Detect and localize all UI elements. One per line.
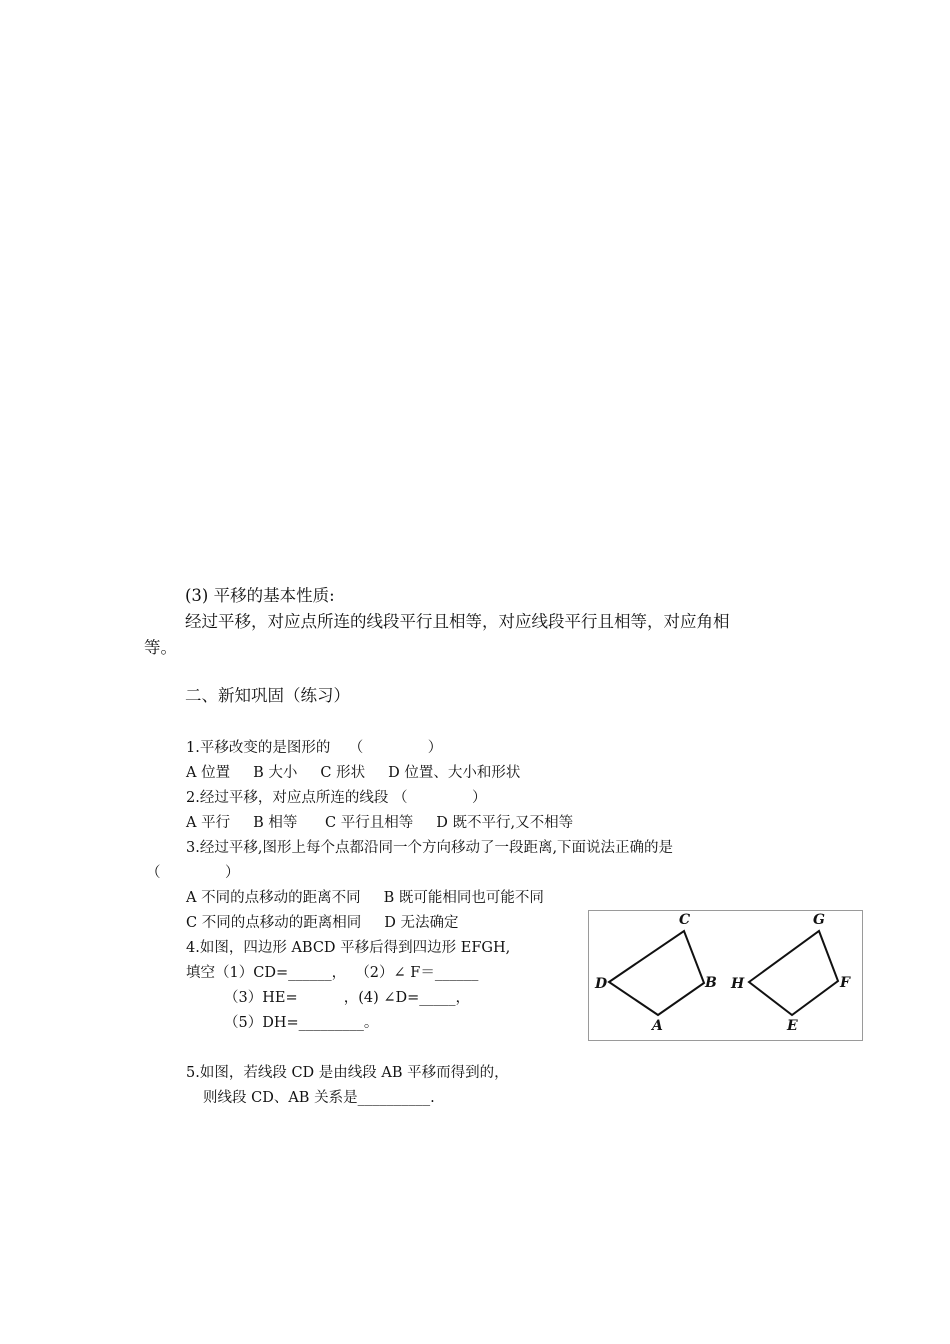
section2-title: 二、新知巩固（练习） bbox=[185, 686, 350, 705]
vertex-label-h: H bbox=[731, 976, 745, 992]
vertex-label-g: G bbox=[813, 912, 825, 928]
question-4-line2: 填空（1）CD=______， （2）∠ F＝______ bbox=[186, 965, 479, 981]
vertex-label-d: D bbox=[595, 976, 608, 992]
quadrilateral-translation-figure bbox=[588, 910, 863, 1041]
vertex-label-b: B bbox=[705, 975, 717, 991]
vertex-label-c: C bbox=[679, 912, 691, 928]
question-5-line2: 则线段 CD、AB 关系是__________. bbox=[203, 1090, 435, 1106]
vertex-label-e: E bbox=[787, 1018, 798, 1034]
quadrilateral-efgh bbox=[749, 931, 838, 1015]
question-4-line3: （3）HE= ，(4) ∠D=_____， bbox=[224, 990, 471, 1006]
quadrilateral-abcd bbox=[609, 931, 704, 1015]
section3-body-line1: 经过平移，对应点所连的线段平行且相等，对应线段平行且相等，对应角相 bbox=[185, 612, 730, 631]
question-4-line4: （5）DH=_________。 bbox=[224, 1015, 379, 1031]
question-1: 1.平移改变的是图形的 （ ） bbox=[186, 740, 443, 756]
question-3-options-1: A 不同的点移动的距离不同 B 既可能相同也可能不同 bbox=[186, 890, 544, 906]
question-3-line2: （ ） bbox=[146, 865, 240, 881]
question-2: 2.经过平移，对应点所连的线段 （ ） bbox=[186, 790, 487, 806]
figure-svg bbox=[589, 911, 864, 1042]
vertex-label-a: A bbox=[652, 1018, 663, 1034]
vertex-label-f: F bbox=[840, 975, 850, 991]
question-3-line1: 3.经过平移,图形上每个点都沿同一个方向移动了一段距离,下面说法正确的是 bbox=[186, 840, 674, 856]
question-2-options: A 平行 B 相等 C 平行且相等 D 既不平行,又不相等 bbox=[186, 815, 574, 831]
section3-heading: (3) 平移的基本性质: bbox=[185, 586, 335, 605]
question-3-options-2: C 不同的点移动的距离相同 D 无法确定 bbox=[186, 915, 459, 931]
question-1-options: A 位置 B 大小 C 形状 D 位置、大小和形状 bbox=[186, 765, 521, 781]
section3-body-line2: 等。 bbox=[144, 638, 177, 657]
question-4-line1: 4.如图，四边形 ABCD 平移后得到四边形 EFGH, bbox=[186, 940, 511, 956]
question-5-line1: 5.如图，若线段 CD 是由线段 AB 平移而得到的， bbox=[186, 1065, 509, 1081]
